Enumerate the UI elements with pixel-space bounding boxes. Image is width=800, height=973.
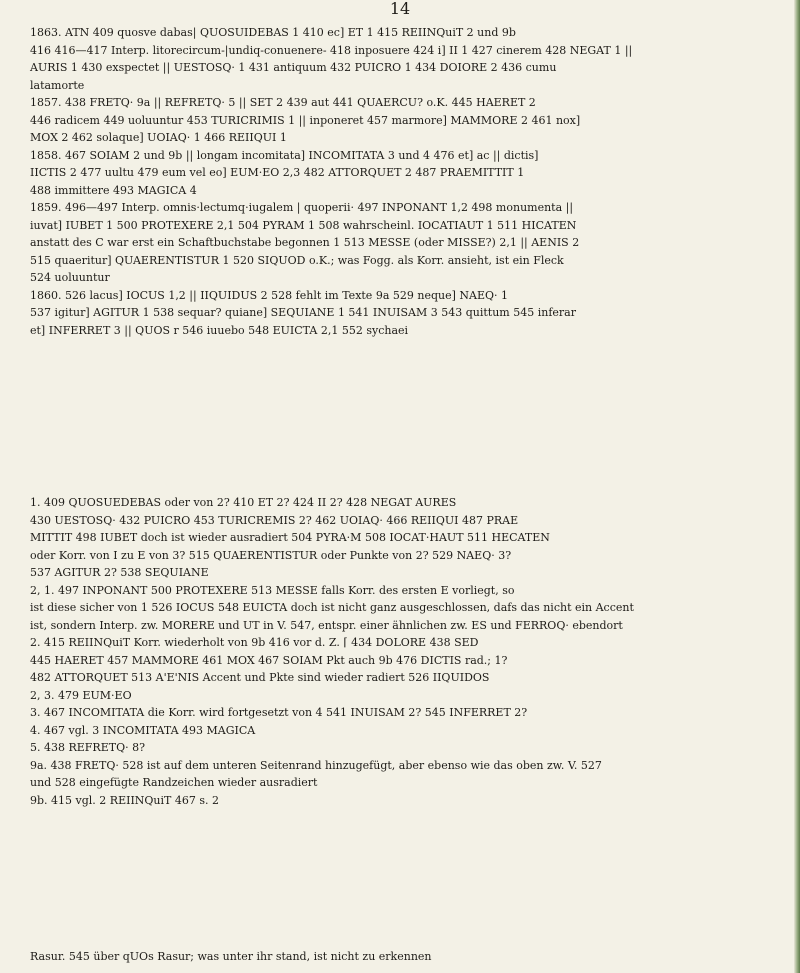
page-number: 14 — [389, 0, 411, 18]
apparatus-block — [30, 24, 772, 339]
apparatus-line: 537 igitur] AGITUR 1 538 sequar? quiane] SEQUIANE 1 541 INUISAM 3 543 quittum 545 inferar — [30, 306, 576, 319]
apparatus-line: 1858. 467 SOIAM 2 und 9b || longam incomitata] INCOMITATA 3 und 4 476 et] ac || dictis] — [30, 148, 539, 162]
apparatus-line: 1863. ATN 409 quosve dabas| QUOSUIDEBAS 1 410 ec] ET 1 415 REIINQuiT 2 und 9b — [30, 26, 516, 39]
corrections-block — [30, 494, 772, 809]
apparatus-line: AURIS 1 430 exspectet || UESTOSQ· 1 431 antiquum 432 PUICRO 1 434 DOIORE 2 436 cumu — [30, 61, 557, 74]
correction-line: ist, sondern Interp. zw. MORERE und UT in V. 547, entspr. einer ähnlichen zw. ES und FERROQ· ebendort — [30, 618, 623, 632]
page-edge — [794, 0, 800, 973]
apparatus-line: 1860. 526 lacus] IOCUS 1,2 || IIQUIDUS 2 528 fehlt im Texte 9a 529 neque] NAEQ· 1 — [30, 288, 508, 302]
correction-line: MITTIT 498 IUBET doch ist wieder ausradiert 504 PYRA·M 508 IOCAT·HAUT 511 HECATEN — [30, 531, 550, 544]
apparatus-line: 446 radicem 449 uoluuntur 453 TURICRIMIS 1 || inponeret 457 marmore] MAMMORE 2 461 nox] — [30, 113, 581, 127]
apparatus-line: MOX 2 462 solaque] UOIAQ· 1 466 REIIQUI 1 — [30, 131, 287, 144]
correction-line: 2, 1. 497 INPONANT 500 PROTEXERE 513 MESSE falls Korr. des ersten E vorliegt, so — [30, 583, 515, 597]
rasur-note: Rasur. 545 über qUOs Rasur; was unter ihr stand, ist nicht zu erkennen — [30, 950, 432, 963]
apparatus-line: 488 immittere 493 MAGICA 4 — [30, 183, 197, 197]
apparatus-line: 416 416—417 Interp. litorecircum-|undiq-conuenere- 418 inposuere 424 i] II 1 427 cinerem 428 NEGAT 1 || — [30, 43, 633, 57]
apparatus-line: anstatt des C war erst ein Schaftbuchstabe begonnen 1 513 MESSE (oder MISSE?) 2,1 || AENIS 2 — [30, 236, 580, 249]
correction-line: und 528 eingefügte Randzeichen wieder ausradiert — [30, 776, 318, 789]
correction-line: 2. 415 REIINQuiT Korr. wiederholt von 9b 416 vor d. Z. ⌈ 434 DOLORE 438 SED — [30, 636, 479, 649]
correction-line: 2, 3. 479 EUM·EO — [30, 688, 132, 702]
correction-line: 1. 409 QUOSUEDEBAS oder von 2? 410 ET 2? 424 II 2? 428 NEGAT AURES — [30, 496, 457, 509]
correction-line: 482 ATTORQUET 513 A'E'NIS Accent und Pkte sind wieder radiert 526 IIQUIDOS — [30, 671, 490, 684]
correction-line: 9a. 438 FRETQ· 528 ist auf dem unteren Seitenrand hinzugefügt, aber ebenso wie das oben zw. V. 527 — [30, 758, 602, 772]
apparatus-line: et] INFERRET 3 || QUOS r 546 iuuebo 548 EUICTA 2,1 552 sychaei — [30, 323, 409, 337]
correction-line: 537 AGITUR 2? 538 SEQUIANE — [30, 566, 209, 579]
apparatus-line: 515 quaeritur] QUAERENTISTUR 1 520 SIQUOD o.K.; was Fogg. als Korr. ansieht, ist ein Fleck — [30, 253, 564, 267]
correction-line: oder Korr. von I zu E von 3? 515 QUAERENTISTUR oder Punkte von 2? 529 NAEQ· 3? — [30, 548, 512, 562]
correction-line: 5. 438 REFRETQ· 8? — [30, 741, 145, 754]
apparatus-line: 1859. 496—497 Interp. omnis·lectumq·iugalem | quoperii· 497 INPONANT 1,2 498 monumenta || — [30, 201, 574, 214]
apparatus-line: IICTIS 2 477 uultu 479 eum vel eo] EUM·EO 2,3 482 ATTORQUET 2 487 PRAEMITTIT 1 — [30, 166, 525, 179]
apparatus-line: latamorte — [30, 78, 85, 92]
correction-line: 4. 467 vgl. 3 INCOMITATA 493 MAGICA — [30, 723, 256, 737]
apparatus-line: 1857. 438 FRETQ· 9a || REFRETQ· 5 || SET 2 439 aut 441 QUAERCU? o.K. 445 HAERET 2 — [30, 96, 536, 109]
correction-line: 3. 467 INCOMITATA die Korr. wird fortgesetzt von 4 541 INUISAM 2? 545 INFERRET 2? — [30, 706, 528, 719]
apparatus-line: 524 uoluuntur — [30, 271, 110, 284]
correction-line: 9b. 415 vgl. 2 REIINQuiT 467 s. 2 — [30, 793, 219, 807]
correction-line: 445 HAERET 457 MAMMORE 461 MOX 467 SOIAM Pkt auch 9b 476 DICTIS rad.; 1? — [30, 653, 508, 667]
correction-line: ist diese sicher von 1 526 IOCUS 548 EUICTA doch ist nicht ganz ausgeschlossen, dafs das nicht ein Accent — [30, 601, 634, 614]
correction-line: 430 UESTOSQ· 432 PUICRO 453 TURICREMIS 2? 462 UOIAQ· 466 REIIQUI 487 PRAE — [30, 513, 519, 527]
apparatus-line: iuvat] IUBET 1 500 PROTEXERE 2,1 504 PYRAM 1 508 wahrscheinl. IOCATIAUT 1 511 HICATEN — [30, 218, 577, 232]
